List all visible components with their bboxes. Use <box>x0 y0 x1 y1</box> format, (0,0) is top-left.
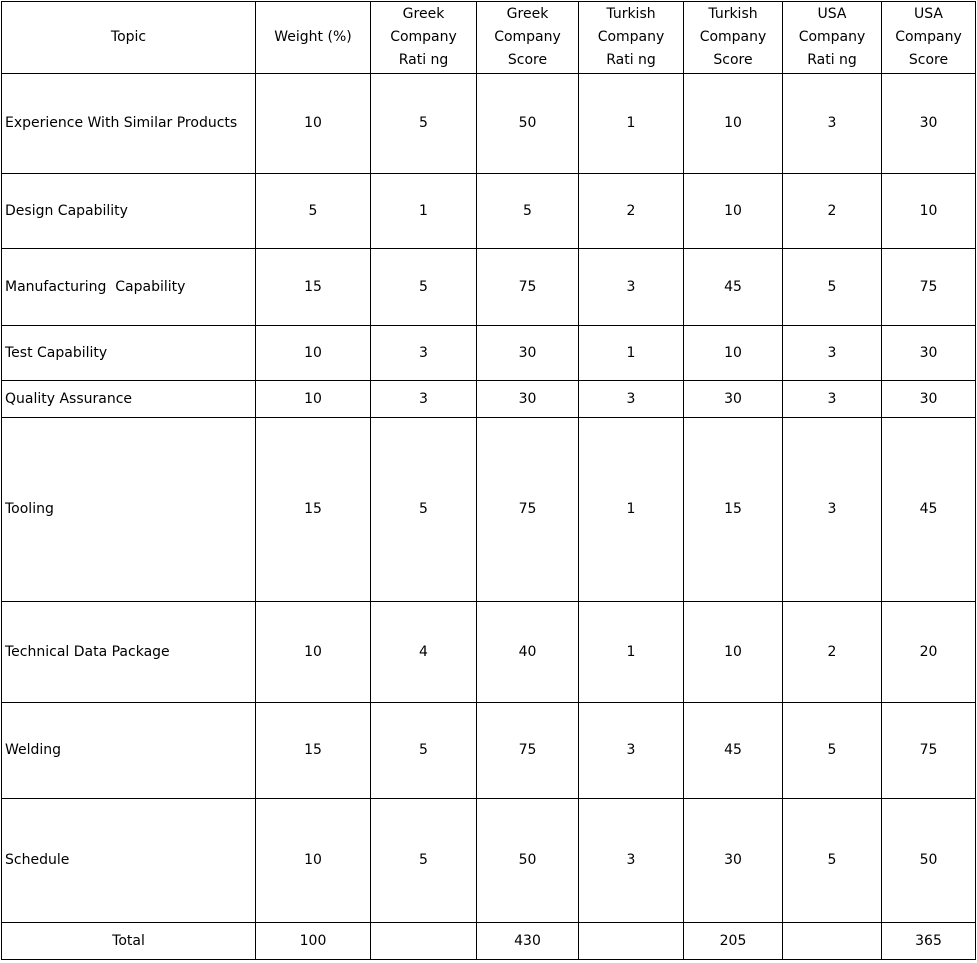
greek-rating-cell: 5 <box>371 799 477 923</box>
weight-cell: 10 <box>256 381 371 418</box>
usa-score-cell: 50 <box>882 799 976 923</box>
usa-score-cell: 10 <box>882 174 976 249</box>
header-weight: Weight (%) <box>256 2 371 74</box>
topic-cell: Experience With Similar Products <box>2 74 256 174</box>
usa-rating-cell: 3 <box>783 74 882 174</box>
turkish-rating-cell: 1 <box>579 418 684 602</box>
header-greek-rating <box>371 2 477 74</box>
usa-rating-cell: 5 <box>783 799 882 923</box>
total-turkish-score: 205 <box>684 923 783 960</box>
greek-rating-cell: 5 <box>371 418 477 602</box>
usa-rating-cell: 3 <box>783 418 882 602</box>
usa-rating-cell: 5 <box>783 703 882 799</box>
turkish-rating-cell: 1 <box>579 74 684 174</box>
usa-score-cell: 30 <box>882 74 976 174</box>
table-row <box>2 174 976 249</box>
weight-cell: 10 <box>256 74 371 174</box>
header-greek-rating-line: Company <box>390 29 457 45</box>
greek-score-cell: 40 <box>477 602 579 703</box>
header-usa-rating-line: USA <box>817 6 847 22</box>
topic-cell: Schedule <box>2 799 256 923</box>
table-row <box>2 418 976 602</box>
turkish-score-cell: 10 <box>684 326 783 381</box>
turkish-rating-cell: 3 <box>579 703 684 799</box>
topic-cell: Technical Data Package <box>2 602 256 703</box>
header-turkish-rating-line: Company <box>597 29 665 45</box>
weight-cell: 10 <box>256 602 371 703</box>
table-row <box>2 249 976 326</box>
weight-cell: 5 <box>256 174 371 249</box>
header-turkish-score <box>684 2 783 74</box>
topic-cell: Welding <box>2 703 256 799</box>
topic-cell: Test Capability <box>2 326 256 381</box>
usa-score-cell: 45 <box>882 418 976 602</box>
header-greek-score-line: Score <box>507 52 548 68</box>
header-greek-score <box>477 2 579 74</box>
turkish-score-cell: 15 <box>684 418 783 602</box>
topic-cell: Manufacturing Capability <box>2 249 256 326</box>
turkish-rating-cell: 3 <box>579 249 684 326</box>
total-weight: 100 <box>256 923 371 960</box>
weight-cell: 15 <box>256 249 371 326</box>
greek-score-cell: 50 <box>477 74 579 174</box>
greek-score-cell: 75 <box>477 418 579 602</box>
total-greek-rating <box>371 923 477 960</box>
turkish-score-cell: 30 <box>684 799 783 923</box>
turkish-score-cell: 45 <box>684 703 783 799</box>
topic-cell: Tooling <box>2 418 256 602</box>
table-row <box>2 799 976 923</box>
greek-score-cell: 30 <box>477 326 579 381</box>
header-turkish-score-line: Company <box>699 29 767 45</box>
header-greek-rating-line: Greek <box>402 6 445 22</box>
table-row <box>2 326 976 381</box>
turkish-rating-cell: 1 <box>579 326 684 381</box>
turkish-rating-cell: 1 <box>579 602 684 703</box>
header-row <box>2 2 976 74</box>
turkish-rating-cell: 3 <box>579 381 684 418</box>
usa-rating-cell: 2 <box>783 174 882 249</box>
greek-rating-cell: 3 <box>371 381 477 418</box>
greek-score-cell: 30 <box>477 381 579 418</box>
total-usa-score: 365 <box>882 923 976 960</box>
total-greek-score: 430 <box>477 923 579 960</box>
greek-rating-cell: 5 <box>371 703 477 799</box>
topic-cell: Quality Assurance <box>2 381 256 418</box>
weight-cell: 10 <box>256 326 371 381</box>
turkish-rating-cell: 2 <box>579 174 684 249</box>
greek-rating-cell: 3 <box>371 326 477 381</box>
turkish-score-cell: 10 <box>684 74 783 174</box>
header-turkish-score-line: Turkish <box>708 6 758 22</box>
header-usa-rating <box>783 2 882 74</box>
total-row <box>2 923 976 960</box>
table-row <box>2 602 976 703</box>
greek-score-cell: 50 <box>477 799 579 923</box>
header-usa-score-line: Company <box>895 29 962 45</box>
greek-rating-cell: 1 <box>371 174 477 249</box>
usa-rating-cell: 5 <box>783 249 882 326</box>
total-turkish-rating <box>579 923 684 960</box>
header-turkish-rating <box>579 2 684 74</box>
header-usa-score-line: Score <box>908 52 949 68</box>
total-usa-rating <box>783 923 882 960</box>
supplier-evaluation-table <box>1 1 976 960</box>
greek-score-cell: 75 <box>477 249 579 326</box>
usa-score-cell: 30 <box>882 381 976 418</box>
turkish-rating-cell: 3 <box>579 799 684 923</box>
weight-cell: 15 <box>256 703 371 799</box>
header-usa-score-line: USA <box>914 6 943 22</box>
header-usa-rating-line: Company <box>798 29 866 45</box>
usa-score-cell: 20 <box>882 602 976 703</box>
greek-rating-cell: 5 <box>371 249 477 326</box>
greek-rating-cell: 4 <box>371 602 477 703</box>
turkish-score-cell: 30 <box>684 381 783 418</box>
table-row <box>2 703 976 799</box>
usa-score-cell: 75 <box>882 703 976 799</box>
table-row <box>2 74 976 174</box>
header-turkish-score-line: Score <box>713 52 753 68</box>
topic-cell: Design Capability <box>2 174 256 249</box>
usa-score-cell: 30 <box>882 326 976 381</box>
header-greek-rating-line: Rati ng <box>398 52 449 68</box>
header-greek-score-line: Company <box>494 29 561 45</box>
usa-rating-cell: 3 <box>783 381 882 418</box>
header-turkish-rating-line: Rati ng <box>606 52 656 68</box>
header-greek-score-line: Greek <box>506 6 549 22</box>
table-row <box>2 381 976 418</box>
usa-rating-cell: 2 <box>783 602 882 703</box>
total-label: Total <box>2 923 256 960</box>
usa-score-cell: 75 <box>882 249 976 326</box>
header-topic: Topic <box>2 2 256 74</box>
weight-cell: 15 <box>256 418 371 602</box>
turkish-score-cell: 10 <box>684 174 783 249</box>
greek-score-cell: 5 <box>477 174 579 249</box>
turkish-score-cell: 10 <box>684 602 783 703</box>
weight-cell: 10 <box>256 799 371 923</box>
greek-rating-cell: 5 <box>371 74 477 174</box>
greek-score-cell: 75 <box>477 703 579 799</box>
usa-rating-cell: 3 <box>783 326 882 381</box>
header-turkish-rating-line: Turkish <box>606 6 656 22</box>
turkish-score-cell: 45 <box>684 249 783 326</box>
header-usa-rating-line: Rati ng <box>807 52 857 68</box>
header-usa-score <box>882 2 976 74</box>
